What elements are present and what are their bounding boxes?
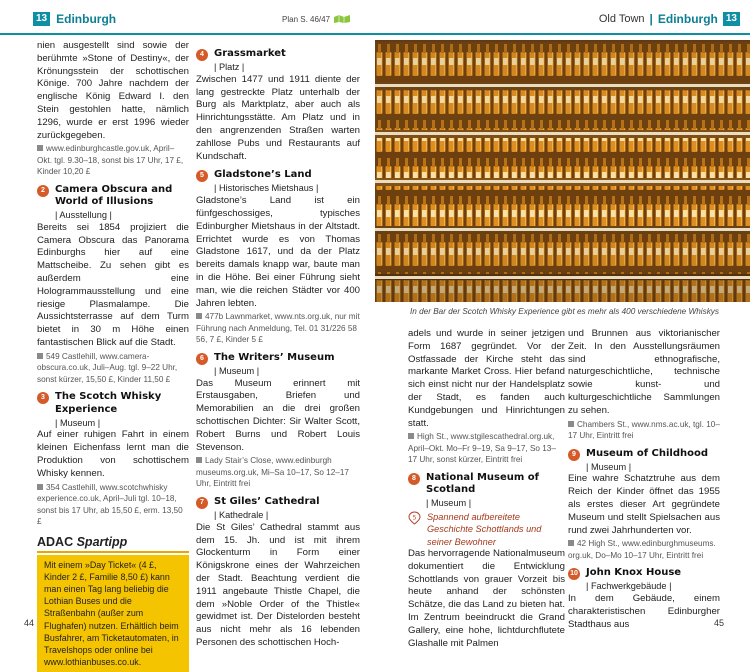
entry-museum-of-childhood [568,448,720,562]
continued-text: adels und wurde in seiner jetzigen Form 1687 gegründet. Vor der Ostfassade der Kirche steht das markante Market Cross. Hier befand sich einst nicht nur der Handelsplatz der Stadt, es fanden auch Kundgebungen und Hinrichtungen statt. [408,328,565,430]
entry-category: | Museum | [408,497,565,510]
info-text: High St., www.stgilescathedral.org.uk, April–Okt. Mo–Fr 9–19, Sa 9–17, So 13–17 Uhr, sonst kürzer, Eintritt frei [408,432,556,464]
photo-caption: In der Bar der Scotch Whisky Experience gibt es mehr als 400 verschiedene Whiskys [410,307,750,316]
info-square-icon [408,433,414,439]
entry-body: Gladstone’s Land ist ein fünfgeschossiges, typisches Edinburgher Mietshaus in der Altstadt. Errichtet wurde es von Thomas Gladstone 1617, und da der Platz bereits damals knapp war, baute man in die Höhe. Bei einer Führung sieht man, wie die reichen Städter vor 400 Jahren lebten. [196,195,360,310]
entry-body: Auf einer ruhigen Fahrt in einem kleinen Eichenfass lernt man die Produktion von schottischem Whisky kennen. [37,429,189,480]
info-square-icon [568,540,574,546]
entry-scotch-whisky [37,391,189,527]
info-square-icon [568,421,574,427]
page-number-right: 45 [714,618,724,628]
entry-category: | Ausstellung | [37,209,189,222]
info-square-icon [196,457,202,463]
entry-title: Museum of Childhood [586,448,708,461]
entry-number-badge: 5 [196,170,208,182]
entry-title: Grassmarket [214,48,286,61]
entry-john-knox-house [568,567,720,631]
entry-title: The Scotch Whisky Experience [55,391,189,416]
info-square-icon [37,353,43,359]
info-text: 549 Castlehill, www.camera-obscura.co.uk, Juli–Aug. tgl. 9–22 Uhr, sonst kürzer, 15,50 £, Kinder 11,50 £ [37,352,177,384]
entry-number-badge: 2 [37,185,49,197]
continued-text: und Brunnen aus viktorianischer Zeit. In den Ausstellungsräumen sind ethnografische, naturgeschichtliche, technische sowie kunst- und kulturgeschichtliche Sammlungen zu sehen. [568,328,720,418]
column-4 [568,328,720,632]
entry-category: | Museum | [37,417,189,430]
info-line [37,143,189,178]
intro-text: nien ausgestellt sind sowie der berühmte »Stone of Destiny«, der Krönungsstein der schottischen Könige. 700 Jahre nachdem der englische König Edward I. den Stein gestohlen hatte, nämlich 1296, wurde er erst 1996 wieder zurückgegeben. [37,40,189,142]
whisky-bar-photo [375,40,750,302]
info-line [37,482,189,528]
column-2 [196,40,360,650]
plan-reference [282,14,351,24]
info-square-icon [37,484,43,490]
chapter-number-right: 13 [723,12,740,26]
info-text: www.edinburghcastle.gov.uk, April–Okt. tgl. 9.30–18, sonst bis 17 Uhr, 17 £, Kinder 10,20 £ [37,144,183,176]
entry-number-badge: 10 [568,568,580,580]
spartipp-rule [37,551,189,553]
entry-title: Camera Obscura and World of Illusions [55,184,189,209]
entry-category: | Historisches Mietshaus | [196,182,360,195]
info-line [196,455,360,490]
info-line [568,538,720,561]
entry-number-badge: 6 [196,353,208,365]
spartipp-box: Mit einem »Day Ticket« (4 £, Kinder 2 £, Familie 8,50 £) kann man einen Tag lang beliebig die Lothian Buses und die Straßenbahn (außer zum Flughafen) nutzen. Erhältlich beim Busfahrer, am Ticketautomaten, in Travelshops oder online bei www.lothianbuses.co.uk. [37,555,189,672]
entry-number-badge: 3 [37,392,49,404]
entry-body: Das Museum erinnert mit Erstausgaben, Briefen und Memorabilien an die drei großen schottischen Dichter: Sir Walter Scott, Robert Burns und Robert Louis Stevenson. [196,378,360,455]
spartipp-word: Spartipp [77,535,128,549]
entry-writers-museum [196,352,360,490]
chapter-title: Edinburgh [56,12,116,26]
info-text: 354 Castlehill, www.scotchwhisky experience.co.uk, April–Juli tgl. 10–18, sonst bis 17 Uhr, ab 15,50 £, erm. 13,50 £ [37,483,183,527]
entry-title: St Giles’ Cathedral [214,496,320,509]
header-left [33,12,116,26]
special-tip-text: Spannend aufbereitete Geschichte Schottlands und seiner Bewohner [427,511,565,548]
entry-title: The Writers’ Museum [214,352,335,365]
entry-category: | Museum | [196,365,360,378]
info-square-icon [37,145,43,151]
header-rule [0,33,750,35]
entry-body: Bereits sei 1854 projiziert die Camera Obscura das Panorama Edinburghs hier auf eine Mattscheibe. Zu sehen gibt es außerdem eine Hologrammausstellung und eine riesige Plasmalampe. Die Aussichtsterrasse auf dem Turm bietet in 30 m Höhe einen fantastischen Blick auf die Stadt. [37,222,189,350]
entry-number-badge: 8 [408,473,420,485]
page-number-left: 44 [24,618,34,628]
entry-title: Gladstone’s Land [214,169,312,182]
entry-body: In dem Gebäude, einem charakteristischen Edinburgher Stadthaus aus [568,593,720,631]
entry-camera-obscura [37,184,189,385]
special-tip [408,511,565,548]
entry-national-museum [408,472,565,651]
adac-brand: ADAC [37,535,73,549]
info-line [37,351,189,386]
info-text: Chambers St., www.nms.ac.uk, tgl. 10–17 Uhr, Eintritt frei [568,420,720,441]
entry-grassmarket [196,48,360,163]
svg-text:5: 5 [413,514,417,521]
entry-gladstones-land [196,169,360,345]
entry-category: | Platz | [196,61,360,74]
entry-category: | Museum | [568,461,720,474]
entry-body: Das hervorragende Nationalmuseum dokumentiert die Entwicklung Schottlands von grauer Vorzeit bis heute anhand der schönsten Schätze, die das Land zu bieten hat. Im Zentrum beeindruckt die Grand Gallery, eine hohe, lichtdurchflutete Glashalle mit Palmen [408,548,565,650]
info-square-icon [196,313,202,319]
entry-title: John Knox House [586,567,681,580]
entry-number-badge: 4 [196,49,208,61]
entry-body: Eine wahre Schatztruhe aus dem Reich der Kinder öffnet das 1955 als erstes dieser Art gegründete Museum und stellt Spielsachen aus rund zwei Jahrhunderten vor. [568,473,720,537]
section-name: Old Town [599,13,645,25]
entry-category: | Fachwerkgebäude | [568,580,720,593]
info-text: 477b Lawnmarket, www.nts.org.uk, nur mit Führung nach Anmeldung, Tel. 01 31/226 58 56, 7 £, Kinder 5 £ [196,312,360,344]
chapter-number: 13 [33,12,50,26]
info-text: 42 High St., www.edinburghmuseums. org.uk, Do–Mo 10–17 Uhr, Eintritt frei [568,539,716,560]
entry-category: | Kathedrale | [196,509,360,522]
entry-body: Zwischen 1477 und 1911 diente der lang gestreckte Platz unterhalb der Burg als Marktplatz, aber auch als Hinrichtungsstätte. Am Platz und in den angrenzenden Straßen warten zahllose Pubs und Restaurants auf Kundschaft. [196,74,360,164]
entry-number-badge: 7 [196,497,208,509]
entry-body: Die St Giles’ Cathedral stammt aus dem 15. Jh. und ist mit ihrem Glockenturm in Form einer Königskrone eines der Wahrzeichen der Stadt. Beachtung verdient die 1911 angebaute Thistle Chapel, die dem »Noble Order of the Thistle« gewidmet ist. Der Distelorden besteht aus nicht mehr als 16 lebenden Personen des schottischen Hoch- [196,522,360,650]
column-3 [408,328,565,650]
info-line [568,419,720,442]
info-text: Lady Stair’s Close, www.edinburgh museums.org.uk, Mi–Sa 10–17, So 12–17 Uhr, Eintritt frei [196,456,349,488]
header-separator: | [650,12,653,26]
entry-title: National Museum of Scotland [426,472,565,497]
info-line [408,431,565,466]
entry-st-giles [196,496,360,650]
plan-reference-text: Plan S. 46/47 [282,15,330,24]
map-icon [333,14,351,24]
column-1 [37,40,189,672]
spartipp-heading [37,534,189,550]
info-line [196,311,360,346]
chapter-title-right: Edinburgh [658,12,718,26]
highlight-tip-icon [408,511,421,525]
entry-number-badge: 9 [568,449,580,461]
header-right [599,12,740,26]
